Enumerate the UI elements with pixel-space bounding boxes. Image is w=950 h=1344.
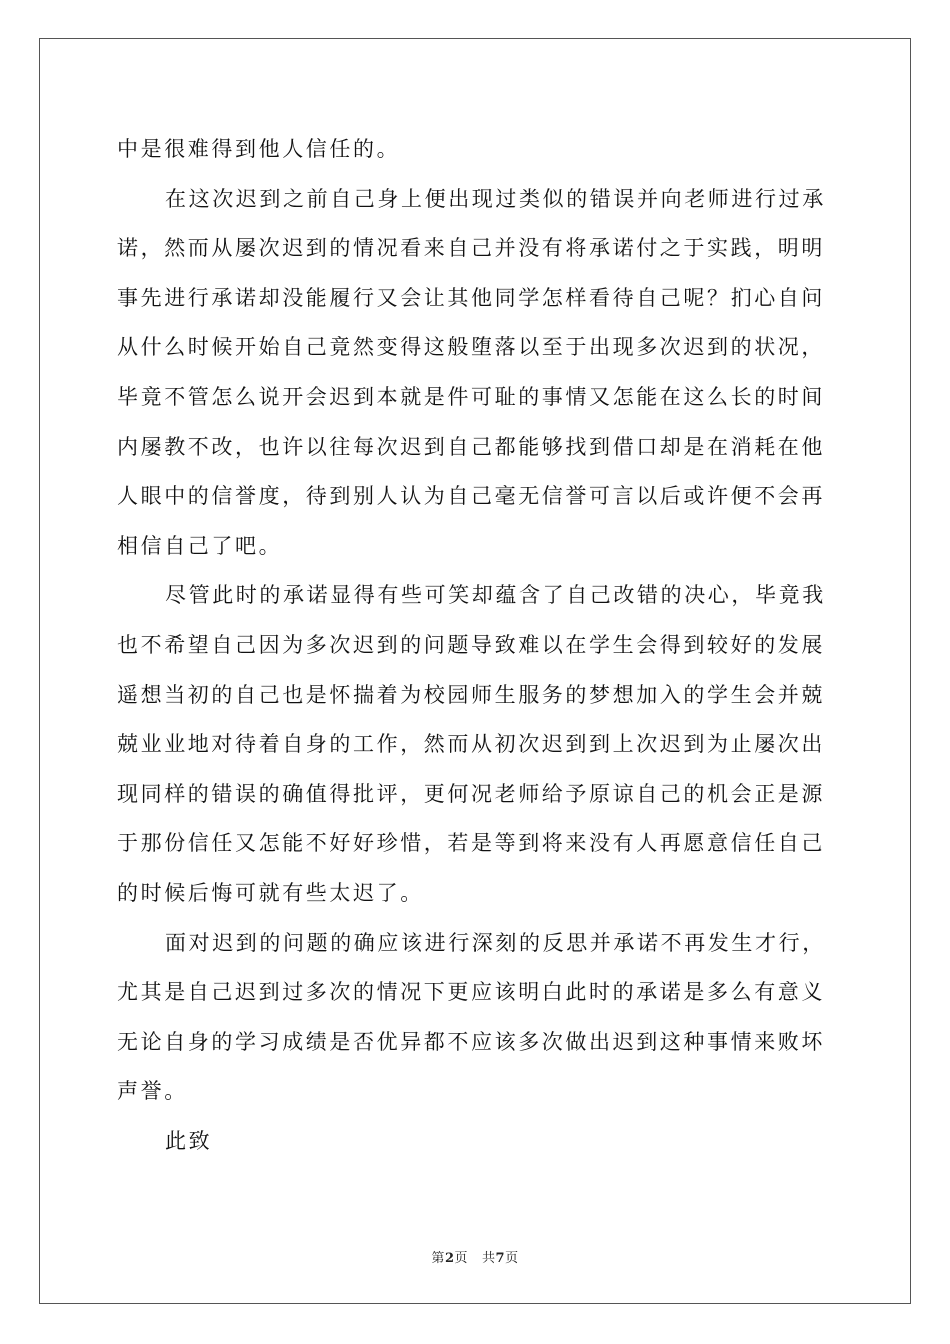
text-line: 中是很难得到他人信任的。 <box>117 137 401 161</box>
page-suffix: 页 <box>454 1251 468 1266</box>
page-footer <box>0 1247 950 1266</box>
text-line: 的时候后悔可就有些太迟了。 <box>117 880 424 905</box>
text-line: 现同样的错误的确值得批评，更何况老师给予原谅自己的机会正是源 <box>117 781 825 806</box>
page-prefix: 第 <box>431 1251 445 1266</box>
text-line: 尽管此时的承诺显得有些可笑却蕴含了自己改错的决心，毕竟我 <box>165 583 826 608</box>
text-line: 相信自己了吧。 <box>117 533 283 558</box>
text-line: 人眼中的信誉度，待到别人认为自己毫无信誉可言以后或许便不会再 <box>117 484 825 509</box>
text-line: 兢业业地对待着自身的工作，然而从初次迟到到上次迟到为止屡次出 <box>117 732 825 757</box>
text-line: 无论自身的学习成绩是否优异都不应该多次做出迟到这种事情来败坏 <box>117 1029 825 1054</box>
text-line: 此致 <box>165 1128 213 1153</box>
text-line: 于那份信任又怎能不好好珍惜，若是等到将来没有人再愿意信任自己 <box>117 831 825 856</box>
total-pages: 7 <box>495 1251 506 1266</box>
text-line: 从什么时候开始自己竟然变得这般堕落以至于出现多次迟到的状况， <box>117 335 825 360</box>
text-line: 内屡教不改，也许以往每次迟到自己都能够找到借口却是在消耗在他 <box>117 434 825 459</box>
text-line: 也不希望自己因为多次迟到的问题导致难以在学生会得到较好的发展 <box>117 632 825 657</box>
text-line: 面对迟到的问题的确应该进行深刻的反思并承诺不再发生才行， <box>165 930 826 955</box>
text-line: 尤其是自己迟到过多次的情况下更应该明白此时的承诺是多么有意义 <box>117 980 825 1005</box>
total-prefix: 共 <box>482 1251 496 1266</box>
letter-body <box>117 125 837 1166</box>
text-line: 声誉。 <box>117 1079 188 1104</box>
text-line: 遥想当初的自己也是怀揣着为校园师生服务的梦想加入的学生会并兢 <box>117 682 825 707</box>
total-suffix: 页 <box>505 1251 519 1266</box>
text-line: 事先进行承诺却没能履行又会让其他同学怎样看待自己呢？扪心自问 <box>117 285 825 310</box>
text-line: 诺，然而从屡次迟到的情况看来自己并没有将承诺付之于实践，明明 <box>117 236 825 261</box>
text-line: 毕竟不管怎么说开会迟到本就是件可耻的事情又怎能在这么长的时间 <box>117 384 825 409</box>
text-line: 在这次迟到之前自己身上便出现过类似的错误并向老师进行过承 <box>165 186 826 211</box>
page-number: 2 <box>444 1251 455 1266</box>
